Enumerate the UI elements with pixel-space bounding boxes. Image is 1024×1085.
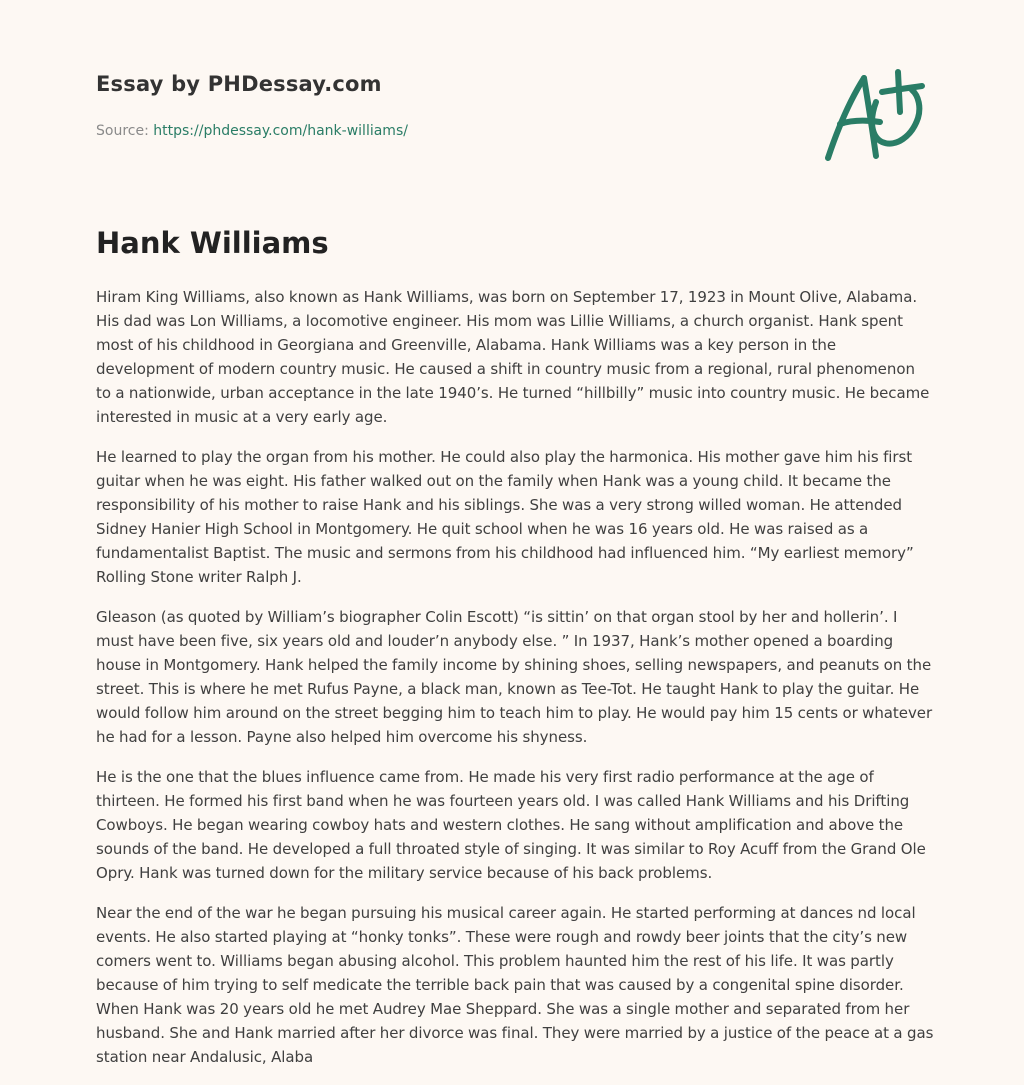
a-plus-logo-icon — [818, 66, 930, 166]
essay-body — [96, 285, 934, 1085]
essay-title: Hank Williams — [96, 226, 329, 260]
essay-paragraph: He learned to play the organ from his mother. He could also play the harmonica. His mother gave him his first guitar when he was eight. His father walked out on the family when Hank was a young child. It became the responsibility of his mother to raise Hank and his siblings. She was a very strong willed woman. He attended Sidney Hanier High School in Montgomery. He quit school when he was 16 years old. He was raised as a fundamentalist Baptist. The music and sermons from his childhood had influenced him. “My earliest memory” Rolling Stone writer Ralph J. — [96, 448, 914, 586]
essay-paragraph: Near the end of the war he began pursuing his musical career again. He started performing at dances nd local events. He also started playing at “honky tonks”. These were rough and rowdy beer joints that the city’s new comers went to. Williams began abusing alcohol. This problem haunted him the rest of his life. It was partly because of him trying to self medicate the terrible back pain that was caused by a congenital spine disorder. When Hank was 20 years old he met Audrey Mae Sheppard. She was a single mother and separated from her husband. She and Hank married after her divorce was final. They were married by a justice of the peace at a gas station near Andalusic, Alaba — [96, 904, 934, 1066]
source-label: Source: — [96, 123, 149, 139]
source-line — [96, 123, 408, 139]
essay-paragraph: He is the one that the blues influence came from. He made his very first radio performance at the age of thirteen. He formed his first band when he was fourteen years old. I was called Hank Williams and his Drifting Cowboys. He began wearing cowboy hats and western clothes. He sang without amplification and above the sounds of the band. He developed a full throated style of singing. It was similar to Roy Acuff from the Grand Ole Opry. Hank was turned down for the military service because of his back problems. — [96, 768, 926, 882]
essay-paragraph: Gleason (as quoted by William’s biographer Colin Escott) “is sittin’ on that organ stool by her and hollerin’. I must have been five, six years old and louder’n anybody else. ” In 1937, Hank’s mother opened a boarding house in Montgomery. Hank helped the family income by shining shoes, selling newspapers, and peanuts on the street. This is where he met Rufus Payne, a black man, known as Tee-Tot. He taught Hank to play the guitar. He would follow him around on the street begging him to teach him to play. He would pay him 15 cents or whatever he had for a lesson. Payne also helped him overcome his shyness. — [96, 608, 933, 746]
site-brand: Essay by PHDessay.com — [96, 72, 382, 96]
essay-paragraph: Hiram King Williams, also known as Hank Williams, was born on September 17, 1923 in Mount Olive, Alabama. His dad was Lon Williams, a locomotive engineer. His mom was Lillie Williams, a church organist. Hank spent most of his childhood in Georgiana and Greenville, Alabama. Hank Williams was a key person in the development of modern country music. He caused a shift in country music from a regional, rural phenomenon to a nationwide, urban acceptance in the late 1940’s. He turned “hillbilly” music into country music. He became interested in music at a very early age. — [96, 288, 930, 426]
source-link[interactable]: https://phdessay.com/hank-williams/ — [153, 123, 408, 139]
header — [96, 72, 856, 139]
